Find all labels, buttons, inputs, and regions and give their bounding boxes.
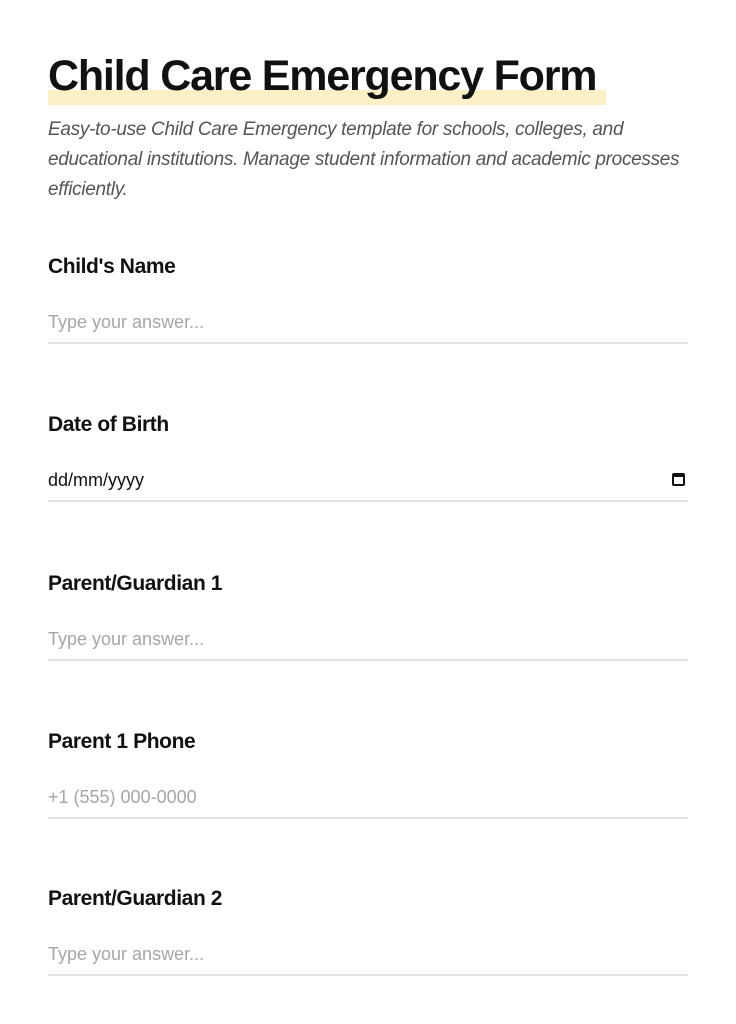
parent-guardian-1-input[interactable]	[48, 619, 688, 661]
calendar-icon[interactable]	[672, 473, 685, 486]
field-parent-guardian-1	[48, 571, 688, 681]
field-label: Child's Name	[48, 255, 176, 278]
field-label: Parent 1 Phone	[48, 730, 196, 753]
field-parent-guardian-2	[48, 886, 688, 996]
field-label: Parent/Guardian 2	[48, 887, 223, 910]
date-of-birth-input[interactable]	[48, 460, 688, 502]
field-childs-name	[48, 254, 688, 364]
field-date-of-birth	[48, 412, 688, 522]
field-label: Date of Birth	[48, 413, 169, 436]
form-description: Easy-to-use Child Care Emergency template for schools, colleges, and educational institutions. Manage student information and academic processes efficiently.	[48, 119, 680, 200]
form-title: Child Care Emergency Form	[48, 52, 597, 100]
parent-guardian-2-input[interactable]	[48, 934, 688, 976]
date-placeholder: dd/mm/yyyy	[48, 470, 145, 490]
childs-name-input[interactable]	[48, 302, 688, 344]
parent-1-phone-input[interactable]	[48, 777, 688, 819]
field-parent-1-phone	[48, 729, 688, 839]
field-label: Parent/Guardian 1	[48, 572, 223, 595]
